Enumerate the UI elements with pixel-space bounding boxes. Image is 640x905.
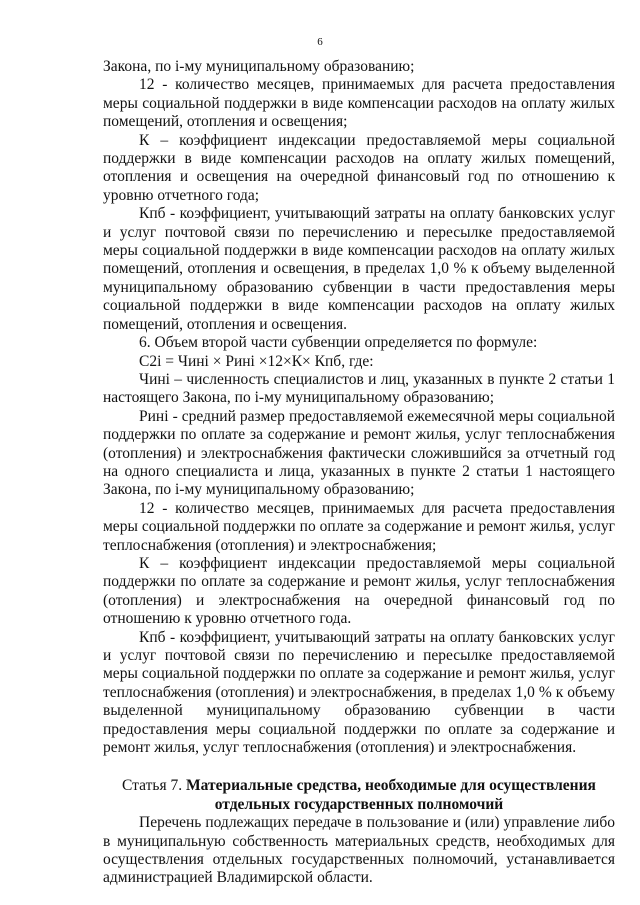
formula: С2i = Чині × Рині ×12×К× Кпб, где: bbox=[139, 352, 374, 370]
article-prefix: Статья 7. bbox=[122, 777, 186, 795]
paragraph-final: Перечень подлежащих передаче в пользование и (или) управление либо в муниципальную собственность материальных средств, необходимых для осуществления отдельных государственных полномочий, устанавливается администрацией Владимирской области. bbox=[103, 814, 615, 887]
document-body bbox=[103, 58, 615, 888]
paragraph-item-6: 6. Объем второй части субвенции определяется по формуле: bbox=[139, 334, 538, 352]
paragraph-kpb-1: Кпб - коэффициент, учитывающий затраты на оплату банковских услуг и услуг почтовой связи по перечислению и пересылке предоставляемой меры социальной поддержки в виде компенсации расходов на оплату жилых помещений, отопления и освещения, в пределах 1,0 % к объему выделенной муниципальному образованию субвенции в части предоставления меры социальной поддержки в виде компенсации расходов на оплату жилых помещений, отопления и освещения. bbox=[103, 205, 615, 333]
paragraph-months-2: 12 - количество месяцев, принимаемых для расчета предоставления меры социальной поддержки по оплате за содержание и ремонт жилья, услуг теплоснабжения (отопления) и электроснабжения; bbox=[103, 499, 615, 554]
paragraph-continuation: Закона, по i-му муниципальному образованию; bbox=[103, 58, 415, 75]
paragraph-months-1: 12 - количество месяцев, принимаемых для расчета предоставления меры социальной поддержки в виде компенсации расходов на оплату жилых помещений, отопления и освещения; bbox=[103, 76, 615, 131]
paragraph-chini: Чині – численность специалистов и лиц, указанных в пункте 2 статьи 1 настоящего Закона, по i-му муниципальному образованию; bbox=[103, 370, 615, 407]
article-heading bbox=[103, 777, 615, 814]
paragraph-kpb-2: Кпб - коэффициент, учитывающий затраты на оплату банковских услуг и услуг почтовой связи по перечислению и пересылке предоставляемой меры социальной поддержки по оплате за содержание и ремонт жилья, услуг теплоснабжения (отопления) и электроснабжения, в пределах 1,0 % к объему выделенной муниципальному образованию субвенции в части предоставления меры социальной поддержки по оплате за содержание и ремонт жилья, услуг теплоснабжения (отопления) и электроснабжения. bbox=[103, 628, 615, 757]
paragraph-k-2: К – коэффициент индексации предоставляемой меры социальной поддержки по оплате за содержание и ремонт жилья, услуг теплоснабжения (отопления) и электроснабжения на очередной финансовый год по отношению к уровню отчетного года. bbox=[103, 554, 615, 628]
page-number: 6 bbox=[317, 36, 323, 48]
paragraph-rini: Рині - средний размер предоставляемой ежемесячной меры социальной поддержки по оплате за содержание и ремонт жилья, услуг теплоснабжения (отопления) и электроснабжения фактически сложившийся за отчетный год на одного специалиста и лица, указанных в пункте 2 статьи 1 настоящего Закона, по i-му муниципальному образованию; bbox=[103, 407, 615, 499]
paragraph-k-1: К – коэффициент индексации предоставляемой меры социальной поддержки в виде компенсации расходов на оплату жилых помещений, отопления и освещения на очередной финансовый год по отношению к уровню отчетного года; bbox=[103, 131, 615, 204]
article-title: Материальные средства, необходимые для осуществления отдельных государственных полномочий bbox=[185, 777, 596, 813]
